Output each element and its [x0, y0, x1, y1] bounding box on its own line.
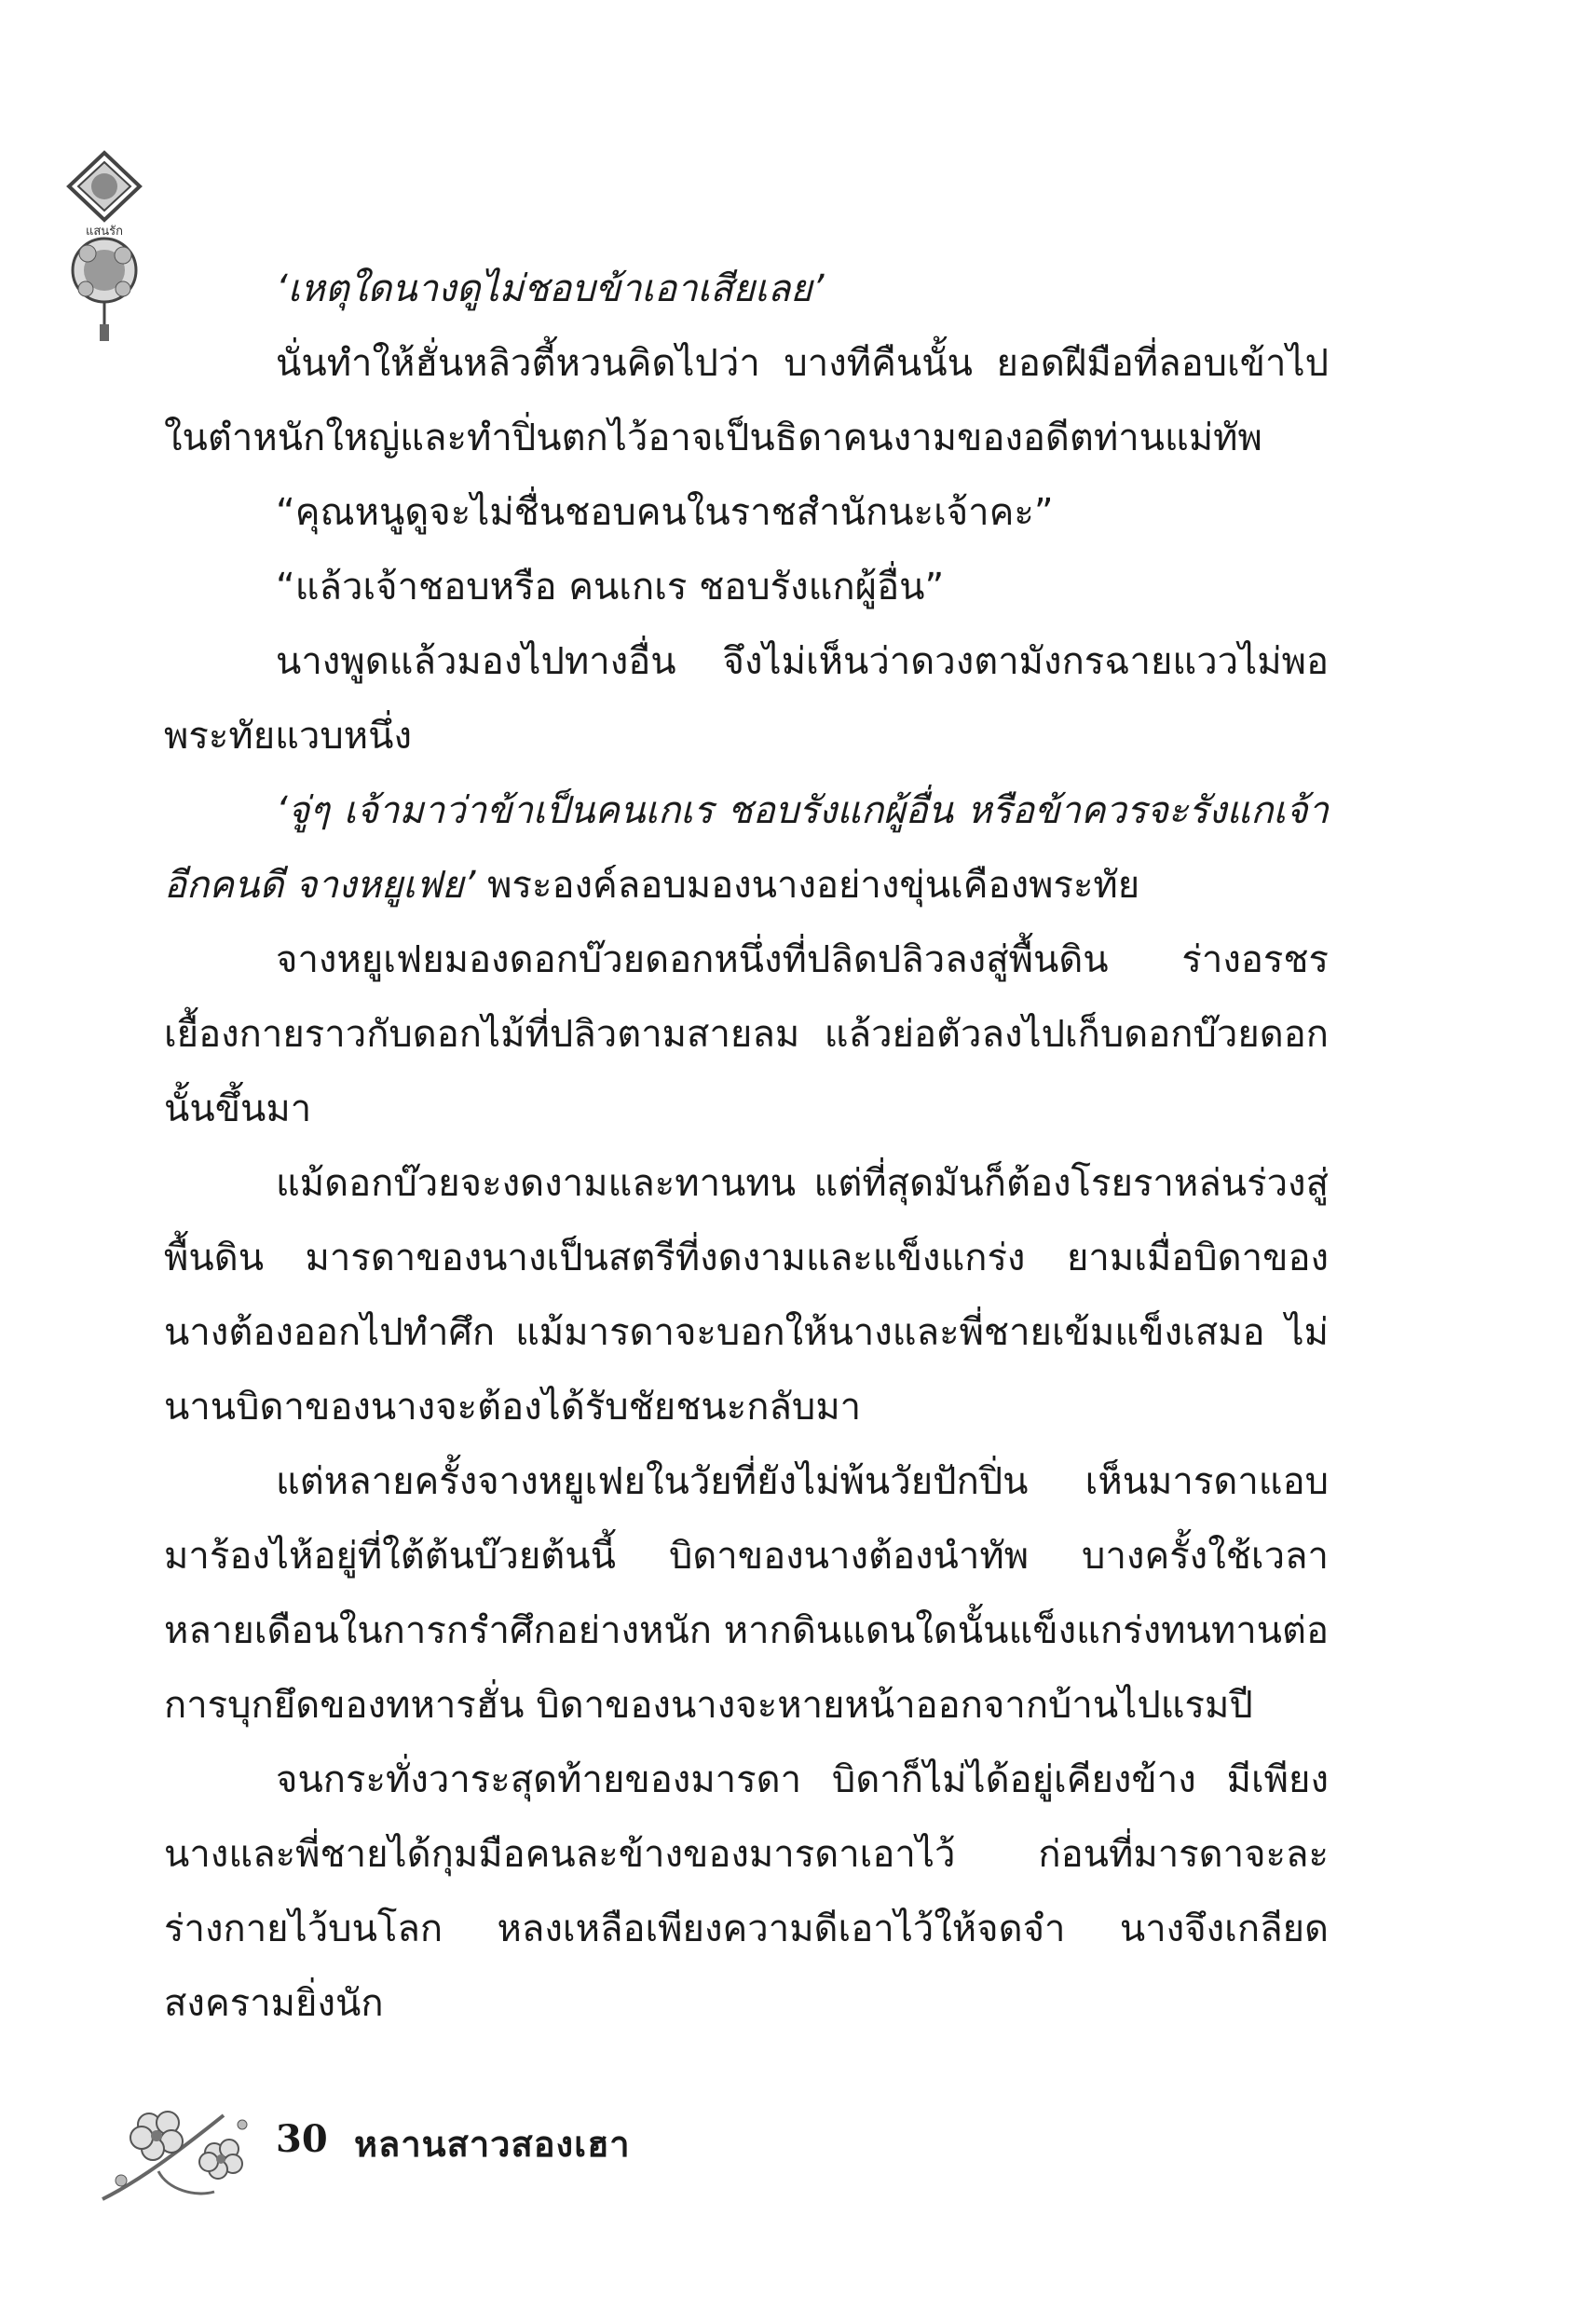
book-title: หลานสาวสองเฮา — [354, 2124, 631, 2165]
ornament-label: แสนรัก — [85, 225, 124, 239]
paragraph: นั่นทำให้ฮั่นหลิวตี้หวนคิดไปว่า บางทีคืนนั้น ยอดฝีมือที่ลอบเข้าไปในตำหนักใหญ่และทำปิ่นตกไว้อาจเป็นธิดาคนงามของอดีตท่านแม่ทัพ — [164, 342, 1329, 459]
paragraph: จางหยูเฟยมองดอกบ๊วยดอกหนึ่งที่ปลิดปลิวลงสู่พื้นดิน ร่างอรชรเยื้องกายราวกับดอกไม้ที่ปลิวตามสายลม แล้วย่อตัวลงไปเก็บดอกบ๊วยดอกนั้นขึ้นมา — [164, 938, 1329, 1130]
paragraph: นางพูดแล้วมองไปทางอื่น จึงไม่เห็นว่าดวงตามังกรฉายแววไม่พอพระทัยแวบหนึ่ง — [164, 640, 1329, 758]
page-number: 30 — [276, 2117, 328, 2161]
paragraph: แม้ดอกบ๊วยจะงดงามและทานทน แต่ที่สุดมันก็ต้องโรยราหล่นร่วงสู่พื้นดิน มารดาของนางเป็นสตรีที่งดงามและแข็งแกร่ง ยามเมื่อบิดาของนางต้องออกไปทำศึก แม้มารดาจะบอกให้นางและพี่ชายเข้มแข็งเสมอ ไม่นานบิดาของนางจะต้องได้รับชัยชนะกลับมา — [164, 1162, 1329, 1429]
paragraph: ‘เหตุใดนางดูไม่ชอบข้าเอาเสียเลย’ — [276, 267, 825, 310]
chinese-knot-ornament-icon — [58, 149, 151, 345]
paragraph: จนกระทั่งวาระสุดท้ายของมารดา บิดาก็ไม่ได้อยู่เคียงข้าง มีเพียงนางและพี่ชายได้กุมมือคนละข้างของมารดาเอาไว้ ก่อนที่มารดาจะละร่างกายไว้บนโลก หลงเหลือเพียงความดีเอาไว้ให้จดจำ นางจึงเกลียดสงครามยิ่งนัก — [164, 1758, 1329, 2025]
chapter-text — [164, 252, 1329, 2041]
paragraph: แต่หลายครั้งจางหยูเฟยในวัยที่ยังไม่พ้นวัยปักปิ่น เห็นมารดาแอบมาร้องไห้อยู่ที่ใต้ต้นบ๊วยต้นนี้ บิดาของนางต้องนำทัพ บางครั้งใช้เวลาหลายเดือนในการกรำศึกอย่างหนัก หากดินแดนใดนั้นแข็งแกร่งทนทานต่อการบุกยึดของทหารฮั่น บิดาของนางจะหายหน้าออกจากบ้านไปแรมปี — [164, 1460, 1329, 1727]
narration: พระองค์ลอบมองนางอย่างขุ่นเคืองพระทัย — [475, 864, 1140, 907]
italic-thought: ‘จู่ๆ เจ้ามาว่าข้าเป็นคนเกเร ชอบรังแกผู้อื่น หรือข้าควรจะรังแกเจ้าอีกคนดี จางหยูเฟย’ — [164, 789, 1329, 907]
paragraph: “แล้วเจ้าชอบหรือ คนเกเร ชอบรังแกผู้อื่น” — [276, 566, 945, 609]
page-footer — [93, 2087, 745, 2218]
paragraph: “คุณหนูดูจะไม่ชื่นชอบคนในราชสำนักนะเจ้าคะ” — [276, 491, 1054, 534]
plum-blossom-icon — [93, 2087, 280, 2208]
paragraph — [164, 773, 1329, 923]
